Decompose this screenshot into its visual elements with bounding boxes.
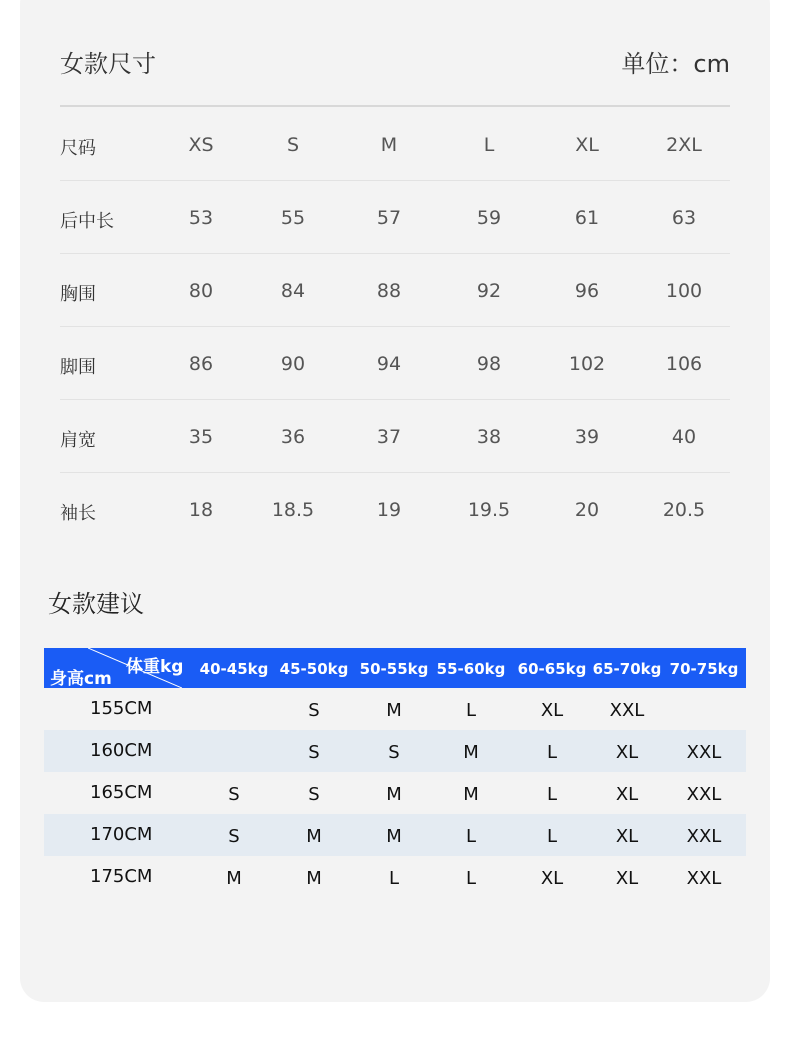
size-cell: 100 <box>665 280 703 302</box>
size-cell: 86 <box>188 353 214 375</box>
weight-header-cell: 45-50kg <box>279 660 349 678</box>
size-cell: 53 <box>188 207 214 229</box>
recommendation-row-155 <box>44 688 746 730</box>
size-cell: 18.5 <box>271 499 315 521</box>
size-cell: 84 <box>280 280 306 302</box>
size-header-label: 尺码 <box>60 138 96 159</box>
recommended-size-cell: L <box>546 742 558 763</box>
weight-header-cell: 50-55kg <box>359 660 429 678</box>
header-height-label: 身高cm <box>50 669 112 689</box>
size-header-row <box>60 108 730 181</box>
size-cell: 55 <box>280 207 306 229</box>
size-cell: 61 <box>574 207 600 229</box>
weight-header-cell: 55-60kg <box>436 660 506 678</box>
recommended-size-cell: XXL <box>686 868 722 889</box>
size-row-label: 后中长 <box>60 211 114 232</box>
recommended-size-cell: L <box>465 700 477 721</box>
recommendation-header-row <box>44 648 746 688</box>
size-cell: 63 <box>671 207 697 229</box>
size-header-cell: XL <box>575 134 599 156</box>
size-row-hem <box>60 327 730 400</box>
recommended-size-cell: M <box>386 700 402 721</box>
recommendation-title: 女款建议 <box>48 590 144 618</box>
size-cell: 18 <box>188 499 214 521</box>
recommended-size-cell: XXL <box>686 826 722 847</box>
size-cell: 98 <box>476 353 502 375</box>
header-weight-label: 体重kg <box>126 657 184 677</box>
size-cell: 35 <box>188 426 214 448</box>
weight-header-cell: 65-70kg <box>592 660 662 678</box>
size-cell: 59 <box>476 207 502 229</box>
size-cell: 106 <box>665 353 703 375</box>
recommended-size-cell: L <box>465 868 477 889</box>
size-row-shoulder <box>60 400 730 473</box>
recommended-size-cell: XXL <box>609 700 645 721</box>
recommended-size-cell: XL <box>540 868 564 889</box>
size-chart-title: 女款尺寸 <box>60 50 156 78</box>
height-label: 175CM <box>90 866 153 887</box>
unit-label: 单位：cm <box>621 50 730 78</box>
size-header-cell: L <box>483 134 495 156</box>
recommended-size-cell: XXL <box>686 742 722 763</box>
size-row-sleeve <box>60 473 730 545</box>
recommended-size-cell: L <box>388 868 400 889</box>
recommended-size-cell: L <box>546 784 558 805</box>
weight-header-cell: 60-65kg <box>517 660 587 678</box>
height-label: 170CM <box>90 824 153 845</box>
size-row-label: 袖长 <box>60 503 96 524</box>
size-row-label: 肩宽 <box>60 430 96 451</box>
size-cell: 20.5 <box>662 499 706 521</box>
recommended-size-cell: M <box>463 742 479 763</box>
size-row-label: 脚围 <box>60 357 96 378</box>
recommendation-row-160 <box>44 730 746 772</box>
size-row-chest <box>60 254 730 327</box>
recommendation-table <box>44 648 746 898</box>
size-cell: 36 <box>280 426 306 448</box>
recommended-size-cell: S <box>228 826 240 847</box>
recommendation-row-170 <box>44 814 746 856</box>
recommended-size-cell: XL <box>615 742 639 763</box>
size-cell: 38 <box>476 426 502 448</box>
size-cell: 40 <box>671 426 697 448</box>
recommended-size-cell: XXL <box>686 784 722 805</box>
size-cell: 57 <box>376 207 402 229</box>
size-cell: 88 <box>376 280 402 302</box>
recommended-size-cell: S <box>308 700 320 721</box>
recommended-size-cell: S <box>228 784 240 805</box>
title-divider <box>60 105 730 107</box>
size-header-cell: 2XL <box>666 134 702 156</box>
size-cell: 92 <box>476 280 502 302</box>
size-row-back-length <box>60 181 730 254</box>
recommendation-row-165 <box>44 772 746 814</box>
recommended-size-cell: L <box>546 826 558 847</box>
size-cell: 94 <box>376 353 402 375</box>
recommended-size-cell: XL <box>615 784 639 805</box>
size-header-cell: M <box>380 134 398 156</box>
size-chart-title-row <box>60 44 730 84</box>
recommended-size-cell: S <box>308 784 320 805</box>
recommended-size-cell: XL <box>615 868 639 889</box>
recommended-size-cell: M <box>386 784 402 805</box>
recommended-size-cell: S <box>388 742 400 763</box>
recommended-size-cell: S <box>308 742 320 763</box>
size-cell: 19 <box>376 499 402 521</box>
weight-header-cell: 70-75kg <box>669 660 739 678</box>
size-cell: 102 <box>568 353 606 375</box>
size-cell: 80 <box>188 280 214 302</box>
recommended-size-cell: L <box>465 826 477 847</box>
recommended-size-cell: XL <box>615 826 639 847</box>
size-row-label: 胸围 <box>60 284 96 305</box>
recommendation-row-175 <box>44 856 746 898</box>
recommended-size-cell: M <box>226 868 242 889</box>
height-label: 165CM <box>90 782 153 803</box>
size-cell: 96 <box>574 280 600 302</box>
size-cell: 19.5 <box>467 499 511 521</box>
size-header-cell: XS <box>188 134 214 156</box>
recommended-size-cell: M <box>306 868 322 889</box>
size-cell: 90 <box>280 353 306 375</box>
size-header-cell: S <box>286 134 300 156</box>
recommended-size-cell: M <box>386 826 402 847</box>
size-cell: 37 <box>376 426 402 448</box>
size-cell: 39 <box>574 426 600 448</box>
height-label: 155CM <box>90 698 153 719</box>
size-table <box>60 108 730 545</box>
recommended-size-cell: M <box>306 826 322 847</box>
size-cell: 20 <box>574 499 600 521</box>
recommended-size-cell: XL <box>540 700 564 721</box>
height-label: 160CM <box>90 740 153 761</box>
weight-header-cell: 40-45kg <box>199 660 269 678</box>
recommended-size-cell: M <box>463 784 479 805</box>
